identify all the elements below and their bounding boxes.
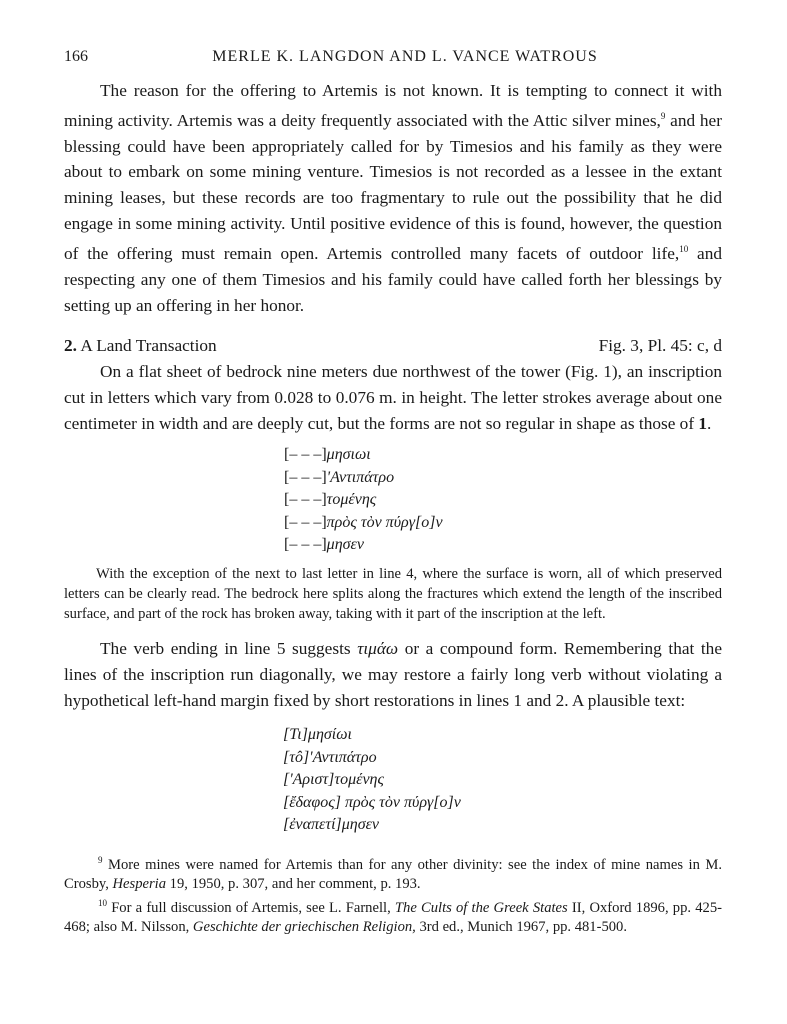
- journal-title: Hesperia: [112, 875, 167, 892]
- inscription-line: [284, 512, 722, 535]
- running-title: MERLE K. LANGDON AND L. VANCE WATROUS: [212, 48, 598, 65]
- footnote-text: 19, 1950, p. 307, and her comment, p. 193.: [166, 875, 421, 892]
- footnote-text: More mines were named for Artemis than for any other divinity: see the index of mine names in M. Crosby,: [64, 856, 722, 892]
- footnotes: [64, 851, 722, 938]
- section-number: 2.: [64, 335, 77, 355]
- section-title: [64, 333, 217, 359]
- footnote-ref-9[interactable]: 9: [660, 110, 666, 121]
- para3-text-b: or a compound form. Remembering that the lines of the inscription run diagonally, we may restore a fairly long verb without violating a hypothetical left-hand margin fixed by short restorations in lines 1 and 2. A plausible text:: [64, 639, 722, 711]
- footnote-9: [64, 851, 722, 894]
- inscription-text: 'Αντιπάτρο: [326, 468, 395, 486]
- inscription-line: [284, 444, 722, 467]
- restored-inscription: [283, 724, 722, 837]
- paragraph-restoration: [64, 636, 722, 714]
- footnote-text: For a full discussion of Artemis, see L. Farnell,: [107, 899, 395, 916]
- page-number: 166: [64, 48, 88, 65]
- section-title-text: A Land Transaction: [80, 335, 217, 355]
- para1-text-c: and respecting any one of them Timesios and his family could have called forth her blessings by setting up an offering in her honor.: [64, 243, 722, 315]
- restored-line: [τô]'Αντιπάτρο: [283, 748, 377, 766]
- footnote-10: [64, 894, 722, 937]
- page: [64, 48, 722, 937]
- restored-line: [Τι]μησίωι: [283, 726, 352, 744]
- inscription-line: [284, 534, 722, 557]
- running-head: [64, 48, 722, 78]
- paragraph-description: [64, 359, 722, 437]
- inscription-line: [284, 467, 722, 490]
- restored-line: ['Αριστ]τομένης: [283, 771, 384, 789]
- inscription-line: [284, 489, 722, 512]
- figure-reference: Fig. 3, Pl. 45: c, d: [598, 335, 722, 355]
- book-title: The Cults of the Greek States: [394, 899, 568, 916]
- para3-text-a: The verb ending in line 5 suggests: [100, 639, 358, 659]
- lacuna: [– – –]: [284, 446, 327, 464]
- inscription-note: With the exception of the next to last letter in line 4, where the surface is worn, all of which preserved letters can be clearly read. The bedrock here splits along the fractures which extend the length of the inscribed surface, and part of the rock has broken away, taking with it part of the inscription at the left.: [64, 565, 722, 622]
- lacuna: [– – –]: [284, 468, 327, 486]
- footnote-ref-10[interactable]: 10: [679, 244, 689, 255]
- restored-line: [ἐναπετί]μησεν: [283, 816, 380, 834]
- section-heading: [64, 333, 722, 359]
- lacuna: [– – –]: [284, 491, 327, 509]
- greek-verb: τιμάω: [357, 639, 399, 659]
- footnote-number: 9: [98, 854, 103, 865]
- lacuna: [– – –]: [284, 513, 327, 531]
- book-title: Geschichte der griechischen Religion,: [192, 918, 416, 935]
- inscription-text: πρὸς τὸν πύργ[ο]ν: [326, 513, 443, 531]
- para1-text-a: The reason for the offering to Artemis is not known. It is tempting to connect it with mining activity. Artemis was a deity frequently associated with the Attic silver mines,: [64, 81, 722, 130]
- restored-line: [ἔδαφος] πρὸς τὸν πύργ[ο]ν: [283, 793, 461, 811]
- inscription-ref-1: 1: [698, 413, 708, 433]
- footnote-text: 3rd ed., Munich 1967, pp. 481-500.: [415, 918, 627, 935]
- para2-text: On a flat sheet of bedrock nine meters due northwest of the tower (Fig. 1), an inscription cut in letters which vary from 0.028 to 0.076 m. in height. The letter strokes average about one centimeter in width and are deeply cut, but the forms are not so regular in shape as those of: [64, 361, 722, 433]
- inscription-text: μησιωι: [326, 446, 371, 464]
- footnote-number: 10: [98, 897, 107, 908]
- inscription-text: τομένης: [326, 491, 377, 509]
- lacuna: [– – –]: [284, 536, 327, 554]
- inscription-text: μησεν: [326, 536, 364, 554]
- paragraph-artemis: [64, 78, 722, 319]
- footnote-text: II, Oxford 1896, pp. 425-468; also M. Nilsson,: [64, 899, 722, 935]
- para2-end: .: [707, 413, 712, 433]
- para1-text-b: and her blessing could have been appropriately called for by Timesios and his family as they were about to embark on some mining venture. Timesios is not recorded as a lessee in the extant mining leases, but these records are too fragmentary to rule out the possibility that he did engage in some mining activity. Until positive evidence of this is found, however, the question of the offering must remain open. Artemis controlled many facets of outdoor life,: [64, 110, 722, 263]
- inscription-transcription: [284, 444, 722, 557]
